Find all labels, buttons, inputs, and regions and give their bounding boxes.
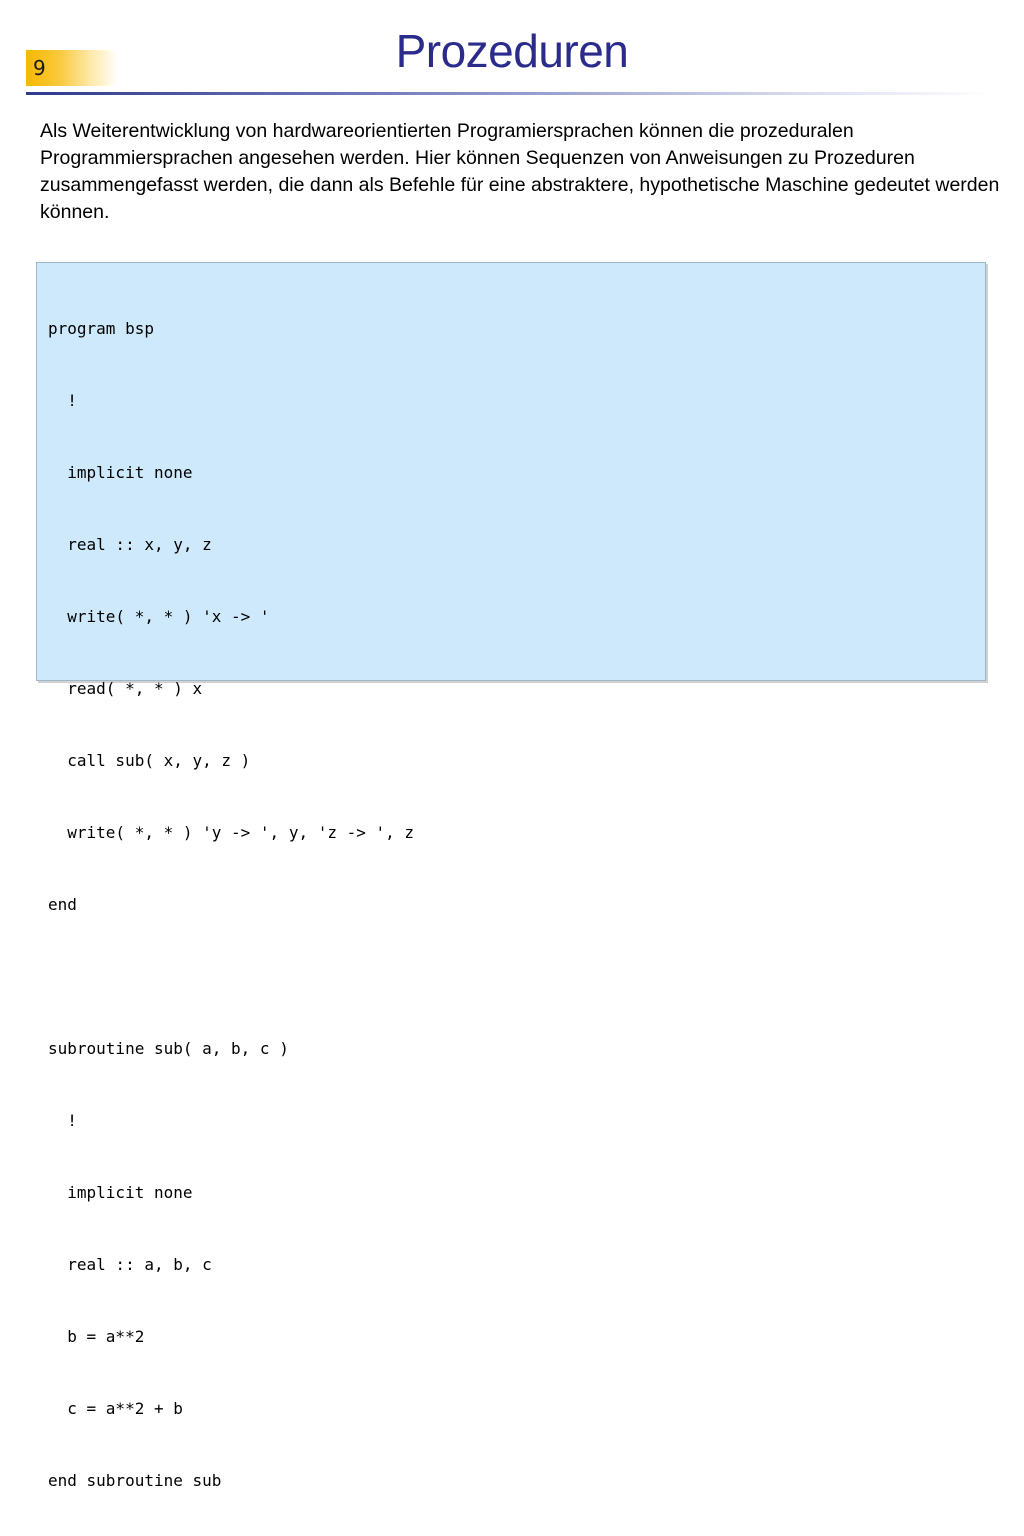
code-line: real :: a, b, c	[48, 1255, 212, 1274]
code-line: write( *, * ) 'y -> ', y, 'z -> ', z	[48, 823, 415, 842]
code-line: end subroutine sub	[48, 1471, 222, 1490]
code-line: real :: x, y, z	[48, 535, 212, 554]
code-line: !	[48, 1111, 77, 1130]
code-line: call sub( x, y, z )	[48, 751, 251, 770]
code-line: read( *, * ) x	[48, 679, 203, 698]
code-line	[48, 965, 414, 989]
code-line: b = a**2	[48, 1327, 145, 1346]
slide-title: Prozeduren	[395, 25, 629, 77]
code-line: implicit none	[48, 1183, 193, 1202]
code-line: !	[48, 391, 77, 410]
code-listing	[48, 269, 414, 1536]
code-line: program bsp	[48, 319, 154, 338]
intro-paragraph: Als Weiterentwicklung von hardwareorientierten Programiersprachen können die prozeduralen Programmiersprachen angesehen werden. Hier können Sequenzen von Anweisungen zu Prozeduren zusammengefasst werden, die dann als Befehle für eine abstraktere, hypothetische Maschine gedeutet werden können.	[40, 120, 1000, 223]
slide-number: 9	[33, 56, 46, 80]
code-line: subroutine sub( a, b, c )	[48, 1039, 289, 1058]
code-line: implicit none	[48, 463, 193, 482]
code-block	[36, 262, 986, 1490]
code-line: write( *, * ) 'x -> '	[48, 607, 270, 626]
title-divider	[26, 92, 992, 95]
code-line: end	[48, 895, 77, 914]
code-line: c = a**2 + b	[48, 1399, 183, 1418]
